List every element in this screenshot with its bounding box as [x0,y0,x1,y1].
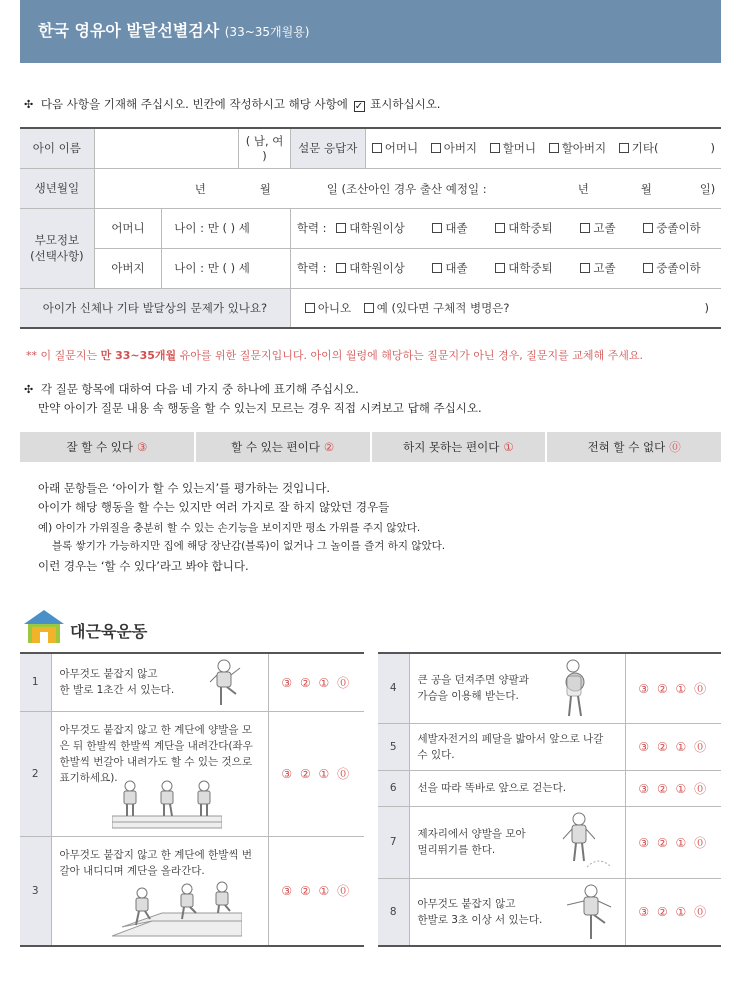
due-month: 월 [640,181,652,196]
rating-num: ③ [136,440,148,454]
respondent-grandmother[interactable] [490,140,536,156]
health-no[interactable] [305,300,351,316]
score-options[interactable]: ③ ② ① ⓪ [625,723,721,770]
father-age-field[interactable]: 나이 : 만 ( ) 세 [162,248,291,288]
checkbox-checked-icon: ✓ [354,101,364,112]
rating-num: ① [503,440,514,454]
item-number: 1 [20,653,51,711]
score-options[interactable]: ③ ② ① ⓪ [625,878,721,946]
checkbox-icon[interactable] [372,143,382,153]
edu-option[interactable] [432,260,467,276]
score-options[interactable]: ③ ② ① ⓪ [625,653,721,723]
age-notice [26,347,643,363]
item-number: 6 [378,770,409,806]
edu-option-label: 대졸 [445,221,468,235]
respondent-father-label: 아버지 [443,141,478,156]
instruction-2-line1: 각 질문 항목에 대하여 다음 네 가지 중 하나에 표기해 주십시오. [40,382,359,396]
items-table-left [20,652,364,947]
score-options[interactable]: ③ ② ① ⓪ [268,653,364,711]
respondent-label: 설문 응답자 [290,128,365,168]
age-notice-prefix: ** 이 질문지는 [26,349,98,362]
edu-option[interactable] [432,220,467,236]
checkbox-icon[interactable] [619,143,629,153]
checkbox-icon[interactable] [336,223,346,233]
rating-num: ② [323,440,335,454]
age-notice-suffix: 유아를 위한 질문지입니다. 아이의 월령에 해당하는 질문지가 아닌 경우, 질문지를 교체해 주세요. [179,349,644,362]
child-catching-ball-icon [555,658,595,720]
checkbox-icon[interactable] [643,223,653,233]
checkbox-icon[interactable] [490,143,500,153]
gender-field[interactable]: ( 남, 여 ) [239,128,291,168]
item-number: 5 [378,723,409,770]
child-standing-one-foot-icon [204,658,250,708]
due-year: 년 [577,181,589,196]
item-number: 7 [378,806,409,878]
edu-option-label: 대학중퇴 [508,261,553,275]
item-3-text: 아무것도 붙잡지 않고 한 계단에 한발씩 번갈아 내디디며 계단을 올라간다. [59,848,252,877]
checkbox-icon[interactable] [336,263,346,273]
child-standing-one-foot-icon [561,883,615,943]
checkbox-icon[interactable] [549,143,559,153]
birth-month: 월 [259,181,271,196]
checkbox-icon[interactable] [432,263,442,273]
item-text [409,806,625,878]
instruction-mark-icon: ✣ [24,383,34,396]
respondent-other-close: ) [710,141,715,156]
health-yes-label: 예 (있다면 구체적 병명은? [376,300,510,315]
respondent-grandfather[interactable] [549,140,606,156]
explanation-line2: 아이가 해당 행동을 할 수는 있지만 여러 가지로 잘 하지 않았던 경우들 [38,500,390,514]
respondent-mother[interactable] [372,140,418,156]
explanation-example2: 블록 쌓기가 가능하지만 집에 해당 장난감(블록)이 없거나 그 놀이를 즐겨 하지 않았다. [52,540,446,552]
items-table-right [378,652,721,947]
edu-option[interactable] [643,260,700,276]
respondent-grandfather-label: 할아버지 [561,141,607,156]
due-day: 일) [699,181,716,196]
edu-option[interactable] [580,220,615,236]
health-answer [290,288,721,328]
item-1-text: 아무것도 붙잡지 않고 한 발로 1초간 서 있는다. [59,668,175,697]
father-edu [290,248,721,288]
rating-1 [372,432,546,462]
edu-label: 학력 : [296,221,327,235]
respondent-other[interactable] [619,140,715,156]
mother-edu [290,208,721,248]
item-7-text: 제자리에서 양발을 모아 멀리뛰기를 한다. [417,828,526,856]
score-options[interactable]: ③ ② ① ⓪ [625,806,721,878]
child-name-field[interactable] [94,128,239,168]
health-close: ) [704,300,709,315]
mother-label: 어머니 [94,208,162,248]
edu-option[interactable] [495,220,552,236]
item-8-text: 아무것도 붙잡지 않고 한발로 3초 이상 서 있는다. [417,897,543,926]
title-subtitle: (33~35개월용) [224,25,310,39]
child-name-label: 아이 이름 [20,128,94,168]
edu-option[interactable] [580,260,615,276]
edu-option[interactable] [643,220,700,236]
rating-label: 잘 할 수 있다 [66,440,133,454]
score-options[interactable]: ③ ② ① ⓪ [268,836,364,946]
rating-label: 하지 못하는 편이다 [403,440,500,454]
item-2-text: 아무것도 붙잡지 않고 한 계단에 양발을 모은 뒤 한발씩 한발씩 계단을 내려간다(좌우 한발씩 번갈아 내려가도 할 수 있는 것으로 표기하세요). [59,723,253,784]
rating-label: 할 수 있는 편이다 [231,440,320,454]
parent-label-text: 부모정보 [34,233,80,247]
stairs-up-icon [112,881,242,941]
edu-option[interactable] [336,260,405,276]
child-jumping-icon [557,811,613,875]
item-number: 2 [20,711,51,836]
health-question: 아이가 신체나 기타 발달상의 문제가 있나요? [20,288,290,328]
rating-scale [20,432,721,462]
age-notice-bold: 만 33~35개월 [100,349,177,362]
instruction-1 [24,96,440,112]
edu-option[interactable] [495,260,552,276]
score-options[interactable]: ③ ② ① ⓪ [625,770,721,806]
rating-label: 전혀 할 수 없다 [587,440,666,454]
header-bar [20,0,721,63]
score-options[interactable]: ③ ② ① ⓪ [268,711,364,836]
edu-option-label: 대졸 [445,261,468,275]
item-text [51,653,268,711]
item-text [51,836,268,946]
checkbox-icon[interactable] [495,263,505,273]
edu-option-label: 중졸이하 [656,221,701,235]
item-5-text: 세발자전거의 페달을 밟아서 앞으로 나갈 수 있다. [409,723,625,770]
item-number: 4 [378,653,409,723]
respondent-options [365,128,721,168]
mother-age-field[interactable]: 나이 : 만 ( ) 세 [162,208,291,248]
house-icon [22,608,66,644]
birth-label: 생년월일 [20,168,94,208]
respondent-father[interactable] [431,140,477,156]
rating-num: ⓪ [669,440,681,454]
checkbox-icon[interactable] [580,223,590,233]
parent-label [20,208,94,288]
checkbox-icon[interactable] [432,223,442,233]
instruction-1-text: 다음 사항을 기재해 주십시오. 빈칸에 작성하시고 해당 사항에 [40,97,348,111]
checkbox-icon[interactable] [431,143,441,153]
instruction-2-line2: 만약 아이가 질문 내용 속 행동을 할 수 있는지 모르는 경우 직접 시켜보고 답해 주십시오. [38,401,482,415]
item-4-text: 큰 공을 던져주면 양팔과 가슴을 이용해 받는다. [417,674,529,703]
checkbox-icon[interactable] [580,263,590,273]
parent-label-sub: (선택사항) [30,249,84,263]
edu-option-label: 대학중퇴 [508,221,553,235]
checkbox-icon[interactable] [364,303,374,313]
edu-option-label: 고졸 [593,221,616,235]
item-text [409,653,625,723]
checkbox-icon[interactable] [495,223,505,233]
info-table [20,127,721,329]
birth-field[interactable] [94,168,721,208]
respondent-grandmother-label: 할머니 [502,141,537,156]
instruction-mark-icon: ✣ [24,98,34,111]
checkbox-icon[interactable] [643,263,653,273]
item-number: 3 [20,836,51,946]
health-no-label: 아니오 [317,300,352,315]
edu-option-label: 고졸 [593,261,616,275]
explanation-line1: 아래 문항들은 ‘아이가 할 수 있는지’를 평가하는 것입니다. [38,481,331,495]
respondent-mother-label: 어머니 [384,141,419,156]
stairs-down-icon [112,778,222,830]
instruction-1-text-after: 표시하십시오. [370,97,441,111]
instruction-2 [24,380,482,418]
item-6-text: 선을 따라 똑바로 앞으로 걷는다. [409,770,625,806]
rating-0 [547,432,721,462]
item-number: 8 [378,878,409,946]
birth-year: 년 [194,181,206,196]
father-label: 아버지 [94,248,162,288]
edu-option[interactable] [336,220,405,236]
edu-label: 학력 : [296,261,327,275]
title-text: 한국 영유아 발달선별검사 [38,21,220,40]
explanation-line3: 이런 경우는 ‘할 수 있다’라고 봐야 합니다. [38,559,249,573]
edu-option-label: 대학원이상 [349,261,405,275]
edu-option-label: 대학원이상 [349,221,405,235]
rating-2 [196,432,370,462]
item-text [409,878,625,946]
edu-option-label: 중졸이하 [656,261,701,275]
page-title [38,18,309,41]
respondent-other-label: 기타( [631,141,659,156]
section-title: 대근육운동 [70,622,148,641]
health-yes[interactable] [364,300,510,316]
birth-day-text: 일 (조산아인 경우 출산 예정일 : [326,181,487,196]
rating-3 [20,432,194,462]
item-text [51,711,268,836]
explanation-example1: 예) 아이가 가위질을 충분히 할 수 있는 손기능을 보이지만 평소 가위를 주지 않았다. [38,522,421,534]
checkbox-icon[interactable] [305,303,315,313]
